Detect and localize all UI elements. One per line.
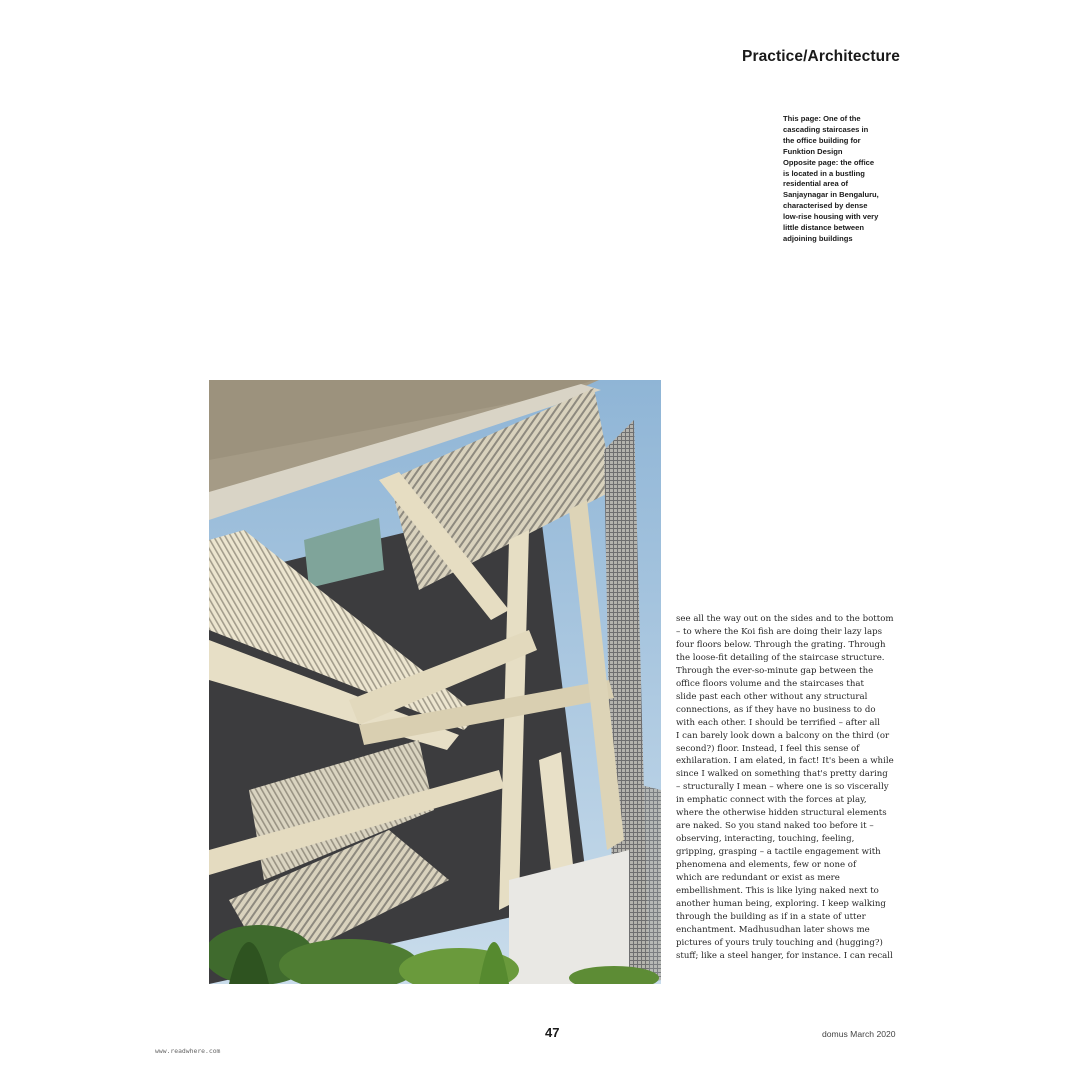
- photo-caption: [783, 114, 903, 245]
- article-line: see all the way out on the sides and to the bottom: [676, 614, 894, 624]
- caption-line: This page: One of the: [783, 114, 861, 123]
- issue-label: domus March 2020: [822, 1029, 896, 1039]
- article-line: where the otherwise hidden structural elements: [676, 808, 887, 819]
- article-line: observing, interacting, touching, feeling,: [676, 834, 855, 845]
- article-line: enchantment. Madhusudhan later shows me: [676, 924, 870, 935]
- caption-line: Sanjaynagar in Bengaluru,: [783, 190, 879, 200]
- article-line: – to where the Koi fish are doing their lazy laps: [676, 626, 883, 637]
- article-line: through the building as if in a state of utter: [676, 911, 866, 922]
- article-line: in emphatic connect with the forces at play,: [676, 795, 867, 806]
- article-line: phenomena and elements, few or none of: [676, 860, 857, 871]
- article-line: are naked. So you stand naked too before it –: [676, 821, 874, 832]
- article-line: gripping, grasping – a tactile engagement with: [676, 847, 881, 858]
- caption-line: the office building for: [783, 135, 861, 145]
- article-line: second?) floor. Instead, I feel this sense of: [676, 743, 860, 754]
- staircase-photo: [209, 380, 661, 984]
- article-line: since I walked on something that's pretty daring: [676, 769, 888, 780]
- caption-line: adjoining buildings: [783, 233, 853, 243]
- article-line: – structurally I mean – where one is so viscerally: [676, 782, 889, 793]
- article-line: stuff; like a steel hanger, for instance. I can recall: [676, 950, 893, 961]
- article-line: office floors volume and the staircases that: [676, 678, 864, 689]
- article-line: the loose-fit detailing of the staircase structure.: [676, 652, 885, 663]
- article-line: I can barely look down a balcony on the third (or: [676, 730, 890, 741]
- section-title: Practice/Architecture: [742, 48, 901, 65]
- caption-line: little distance between: [783, 223, 865, 233]
- article-line: exhilaration. I am elated, in fact! It's been a while: [676, 756, 894, 767]
- caption-line: Funktion Design: [783, 146, 843, 156]
- article-line: which are redundant or exist as mere: [676, 873, 840, 884]
- article-line: Through the ever-so-minute gap between the: [676, 665, 874, 676]
- page-number: 47: [545, 1025, 560, 1040]
- caption-line: is located in a bustling: [783, 168, 865, 178]
- article-line: four floors below. Through the grating. Through: [676, 639, 886, 650]
- article-line: another human being, exploring. I keep walking: [676, 898, 886, 909]
- caption-line: characterised by dense: [783, 201, 868, 211]
- article-body: [676, 613, 924, 963]
- article-line: slide past each other without any structural: [676, 691, 868, 702]
- caption-line: cascading staircases in: [783, 124, 869, 134]
- caption-line: residential area of: [783, 179, 848, 189]
- article-line: pictures of yours truly touching and (hugging?): [676, 937, 883, 948]
- source-url: www.readwhere.com: [155, 1047, 221, 1055]
- article-line: connections, as if they have no business to do: [676, 704, 876, 715]
- article-line: embellishment. This is like lying naked next to: [676, 886, 879, 897]
- staircase-illustration: [209, 380, 661, 984]
- article-line: with each other. I should be terrified – after all: [676, 717, 880, 728]
- caption-line: Opposite page: the office: [783, 157, 875, 167]
- caption-line: low-rise housing with very: [783, 212, 879, 222]
